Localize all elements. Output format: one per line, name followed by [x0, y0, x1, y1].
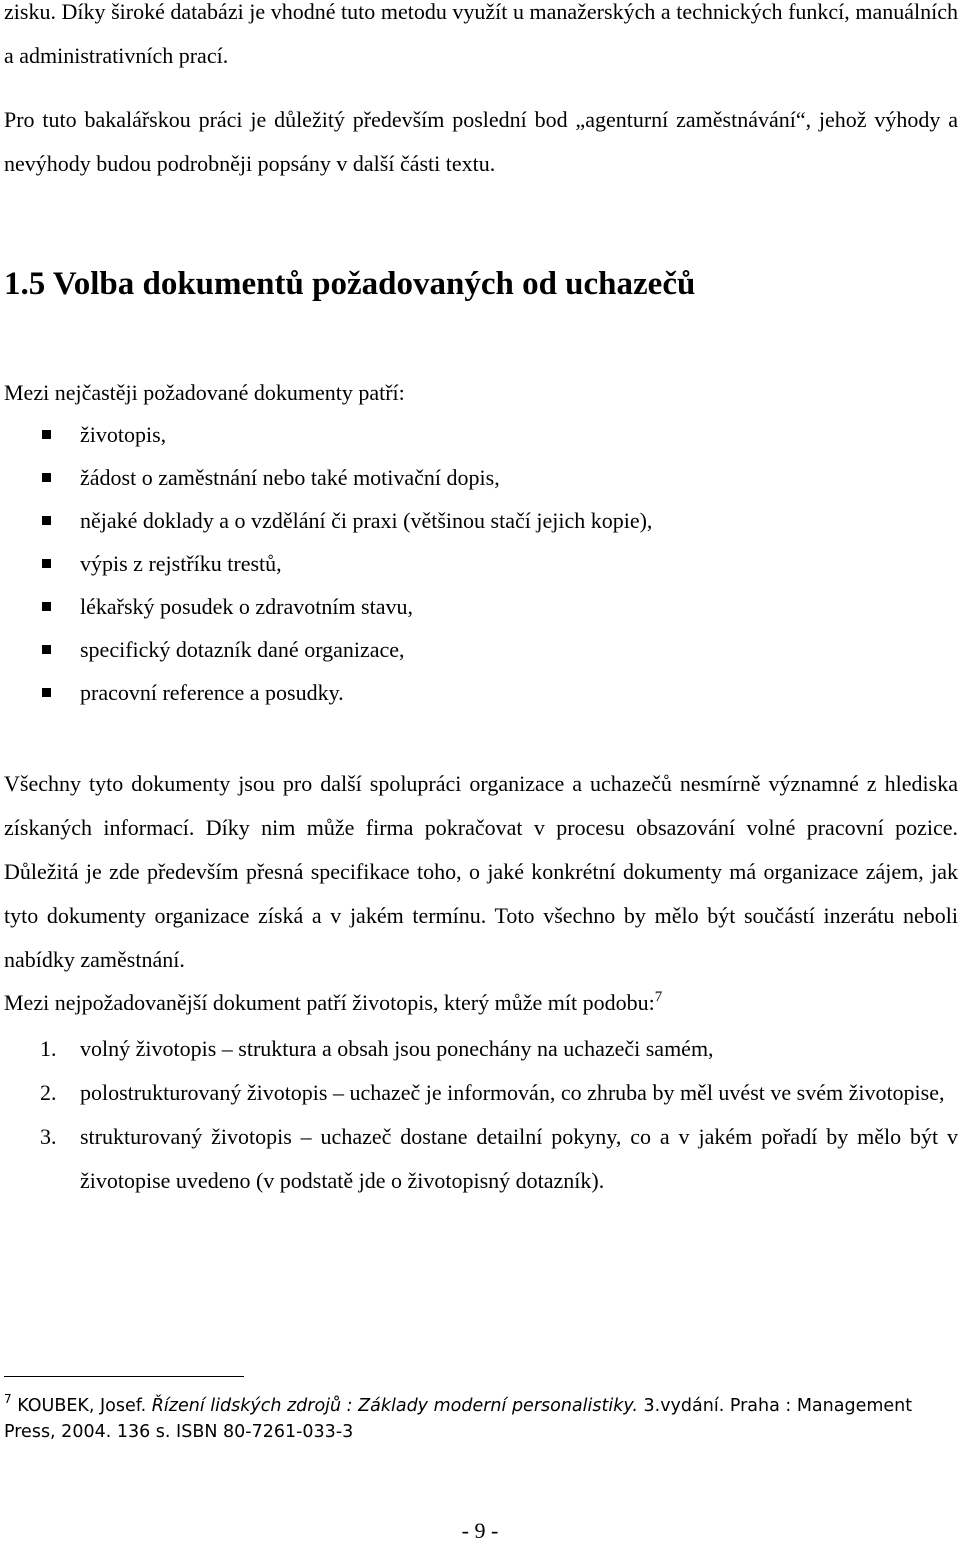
cv-intro: Mezi nejpožadovanější dokument patří životopis, který může mít podobu:$^7$ [4, 989, 663, 1015]
documents-intro: Mezi nejčastěji požadované dokumenty patří: [4, 380, 405, 405]
list-item: 3. strukturovaný životopis – uchazeč dostane detailní pokyny, co a v jakém pořadí by mělo být v životopise uvedeno (v podstatě jde o životopisný dotazník). [40, 1124, 958, 1193]
list-item: 1. volný životopis – struktura a obsah jsou ponechány na uchazeči samém, [40, 1036, 714, 1061]
cv-types-list [0, 1027, 960, 1203]
list-item: životopis, [0, 419, 652, 462]
list-item: lékařský posudek o zdravotním stavu, [0, 591, 652, 634]
documents-list [0, 419, 652, 720]
footnote: $^7$ KOUBEK, Josef. Řízení lidských zdrojů : Základy moderní personalistiky. 3.vydání. Praha : Management Press, 2004. 136 s. ISBN 80-7261-033-3 [4, 1392, 913, 1442]
bullet-square-icon [42, 645, 51, 654]
bullet-square-icon [42, 430, 51, 439]
bullet-square-icon [42, 688, 51, 697]
footnote-title: Řízení lidských zdrojů : Základy moderní personalistiky. [151, 1396, 638, 1416]
bullet-square-icon [42, 516, 51, 525]
bullet-square-icon [42, 559, 51, 568]
section-heading: 1.5 Volba dokumentů požadovaných od uchazečů [4, 266, 696, 302]
list-item: výpis z rejstříku trestů, [0, 548, 652, 591]
list-item: 2. polostrukturovaný životopis – uchazeč je informován, co zhruba by měl uvést ve svém životopise, [40, 1080, 945, 1105]
footnote-separator [4, 1376, 244, 1377]
bullet-square-icon [42, 473, 51, 482]
paragraph-top: zisku. Díky široké databázi je vhodné tuto metodu využít u manažerských a technických funkcí, manuálních a administrativních prací. [4, 0, 958, 68]
list-item: pracovní reference a posudky. [0, 677, 652, 720]
paragraph-agency: Pro tuto bakalářskou práci je důležitý především poslední bod „agenturní zaměstnávání“, jehož výhody a nevýhody budou podrobněji popsány v další části textu. [4, 107, 958, 176]
page-number: - 9 - [461, 1518, 499, 1543]
list-item: nějaké doklady a o vzdělání či praxi (většinou stačí jejich kopie), [0, 505, 652, 548]
paragraph-all-documents: Všechny tyto dokumenty jsou pro další spolupráci organizace a uchazečů nesmírně významné z hlediska získaných informací. Díky nim může firma pokračovat v procesu obsazování volné pracovní pozice. Důležitá je zde především přesná specifikace toho, o jaké konkrétní dokumenty má organizace zájem, jak tyto dokumenty organizace získá a v jakém termínu. Toto všechno by mělo být součástí inzerátu neboli nabídky zaměstnání. [4, 771, 958, 972]
bullet-square-icon [42, 602, 51, 611]
list-item: žádost o zaměstnání nebo také motivační dopis, [0, 462, 652, 505]
list-item: specifický dotazník dané organizace, [0, 634, 652, 677]
footnote-reference[interactable]: 7 [654, 989, 663, 1005]
